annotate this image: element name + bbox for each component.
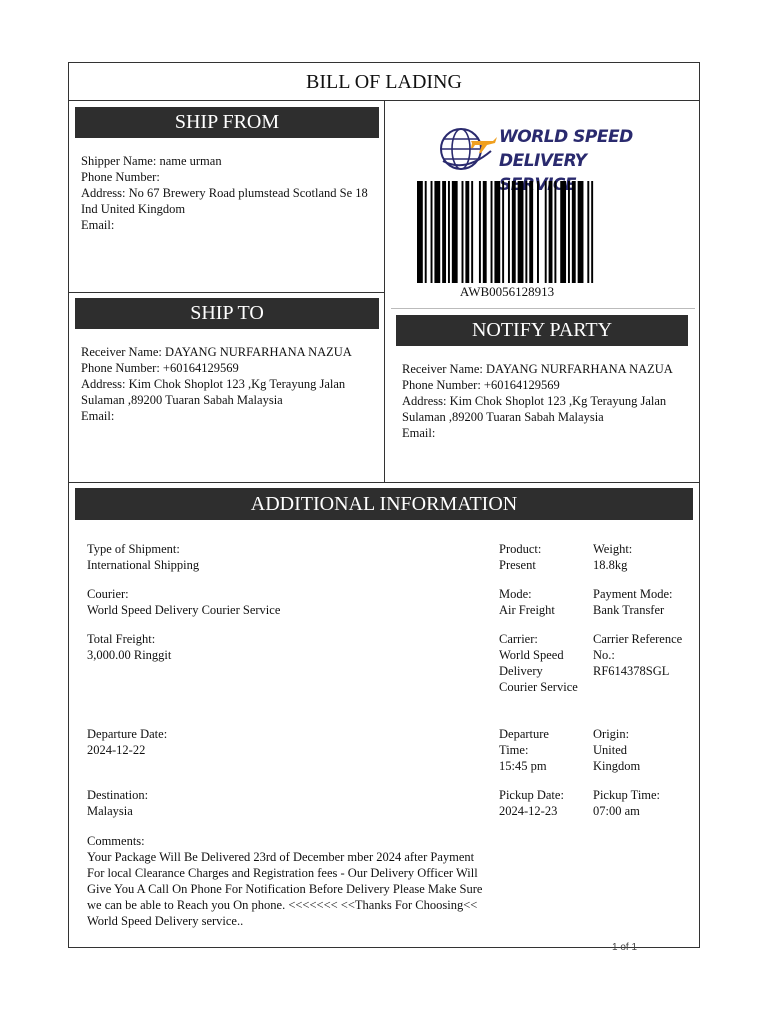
departure-time-value: 15:45 pm: [499, 759, 547, 773]
weight-value: 18.8kg: [593, 558, 628, 572]
carrier-label: Carrier:: [499, 632, 538, 646]
payment-mode: [593, 586, 693, 618]
origin-value: United Kingdom: [593, 743, 641, 773]
departure-time-label: Departure Time:: [499, 727, 549, 757]
ship-to-details: [81, 344, 377, 424]
barcode: [417, 181, 597, 283]
mode: [499, 586, 585, 618]
pickup-date: [499, 787, 585, 819]
mode-label: Mode:: [499, 587, 532, 601]
destination-label: Destination:: [87, 788, 149, 802]
shipper-address: Address: No 67 Brewery Road plumstead Scotland Se 18 Ind United Kingdom: [81, 186, 368, 216]
departure-date: [87, 726, 467, 758]
carrier-reference-label: Carrier Reference No.:: [593, 632, 683, 662]
courier: [87, 586, 467, 618]
ship-from-details: [81, 153, 377, 233]
total-freight-label: Total Freight:: [87, 632, 156, 646]
globe-airplane-icon: [435, 121, 499, 177]
pickup-time-value: 07:00 am: [593, 804, 640, 818]
shipper-name: Shipper Name: name urman: [81, 154, 222, 168]
shipper-email: Email:: [81, 218, 115, 232]
carrier-reference-value: RF614378SGL: [593, 664, 670, 678]
destination-value: Malaysia: [87, 804, 133, 818]
bill-of-lading: [68, 62, 700, 948]
departure-time: [499, 726, 569, 774]
departure-date-label: Departure Date:: [87, 727, 168, 741]
notify-receiver-name: Receiver Name: DAYANG NURFARHANA NAZUA: [402, 362, 673, 376]
departure-date-value: 2024-12-22: [87, 743, 146, 757]
weight: [593, 541, 693, 573]
barcode-divider: [391, 308, 695, 309]
payment-mode-value: Bank Transfer: [593, 603, 665, 617]
receiver-email: Email:: [81, 409, 115, 423]
comments-label: Comments:: [87, 834, 145, 848]
pickup-time-label: Pickup Time:: [593, 788, 661, 802]
comments: [87, 833, 487, 929]
courier-label: Courier:: [87, 587, 129, 601]
shipment-type-label: Type of Shipment:: [87, 542, 180, 556]
company-logo: [435, 121, 645, 177]
awb-number: AWB0056128913: [459, 284, 555, 299]
receiver-address: Address: Kim Chok Shoplot 123 ,Kg Terayung Jalan Sulaman ,89200 Tuaran Sabah Malaysia: [81, 377, 346, 407]
total-freight-value: 3,000.00 Ringgit: [87, 648, 172, 662]
notify-party-details: [402, 361, 682, 441]
product-label: Product:: [499, 542, 542, 556]
courier-value: World Speed Delivery Courier Service: [87, 603, 281, 617]
ship-to-heading: SHIP TO: [75, 298, 379, 329]
origin-label: Origin:: [593, 727, 630, 741]
mode-value: Air Freight: [499, 603, 555, 617]
receiver-name: Receiver Name: DAYANG NURFARHANA NAZUA: [81, 345, 352, 359]
shipper-phone: Phone Number:: [81, 170, 160, 184]
section-divider: [69, 482, 699, 483]
ship-from-heading: SHIP FROM: [75, 107, 379, 138]
carrier-reference: [593, 631, 685, 679]
carrier-value: World Speed Delivery Courier Service: [499, 648, 578, 694]
carrier: [499, 631, 579, 695]
additional-info-heading: ADDITIONAL INFORMATION: [75, 488, 693, 520]
document-title: BILL OF LADING: [69, 63, 699, 101]
payment-mode-label: Payment Mode:: [593, 587, 673, 601]
logo-line-2: DELIVERY: [499, 151, 587, 171]
page-number: 1 of 1: [612, 942, 638, 953]
pickup-date-value: 2024-12-23: [499, 804, 558, 818]
total-freight: [87, 631, 467, 663]
shipment-type: [87, 541, 467, 573]
notify-address: Address: Kim Chok Shoplot 123 ,Kg Terayung Jalan Sulaman ,89200 Tuaran Sabah Malaysia: [402, 394, 667, 424]
pickup-date-label: Pickup Date:: [499, 788, 564, 802]
receiver-phone: Phone Number: +60164129569: [81, 361, 239, 375]
weight-label: Weight:: [593, 542, 633, 556]
notify-email: Email:: [402, 426, 436, 440]
product-value: Present: [499, 558, 536, 572]
comments-value: Your Package Will Be Delivered 23rd of December mber 2024 after Payment For local Clearance Charges and Registration fees - Our Delivery Officer Will Give You A Call On Phone For Notification Before Delivery Please Make Sure we can be able to Reach you On phone. <<<<<<< <<Thanks For Choosing<< World Speed Delivery service..: [87, 850, 483, 928]
notify-phone: Phone Number: +60164129569: [402, 378, 560, 392]
logo-line-1: WORLD SPEED: [499, 127, 633, 147]
pickup-time: [593, 787, 693, 819]
origin: [593, 726, 653, 774]
product: [499, 541, 585, 573]
destination: [87, 787, 467, 819]
ship-from-divider: [69, 292, 385, 293]
shipment-type-value: International Shipping: [87, 558, 200, 572]
notify-party-heading: NOTIFY PARTY: [396, 315, 688, 346]
